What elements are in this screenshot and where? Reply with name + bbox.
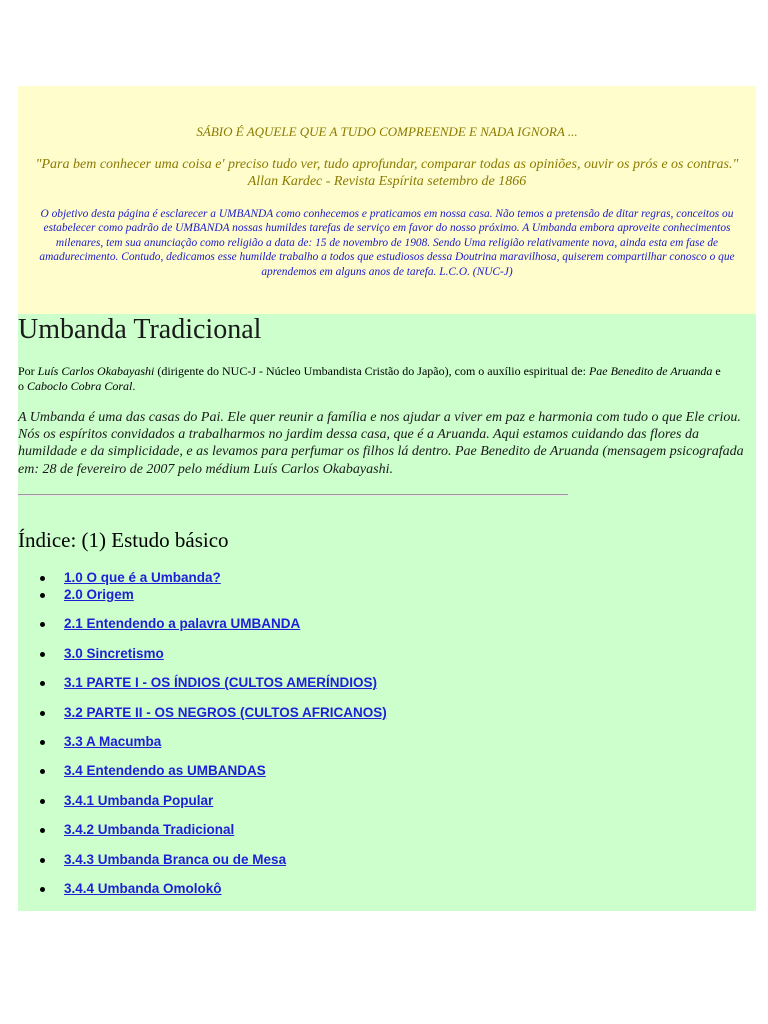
kardec-quote: "Para bem conhecer uma coisa e' preciso tudo ver, tudo aprofundar, comparar todas as opiniões, ouvir os prós e os contras." Allan Kardec - Revista Espírita setembro de 1866 [35,157,739,189]
bullet-icon [40,828,45,833]
list-item [18,646,718,664]
byline-guide-benedito: Pae Benedito de Aruanda [588,364,713,378]
bullet-icon [40,711,45,716]
horizontal-rule [18,494,568,496]
bullet-icon [40,769,45,774]
main-content [18,314,756,911]
bullet-icon [40,681,45,686]
index-link[interactable]: 2.1 Entendendo a palavra UMBANDA [64,616,301,631]
byline-end: . [132,378,136,393]
bullet-icon [40,858,45,863]
index-link[interactable]: 3.4.3 Umbanda Branca ou de Mesa [64,852,287,867]
bullet-icon [40,576,45,581]
index-link[interactable]: 3.1 PARTE I - OS ÍNDIOS (CULTOS AMERÍNDIOS) [64,675,378,690]
page-objective: O objetivo desta página é esclarecer a UMBANDA como conhecemos e praticamos em nossa casa. Não temos a pretensão de ditar regras, conceitos ou estabelecer como padrão de UMBANDA nossas humildes tarefas de serviço em favor do nosso próximo. A Umbanda embora aproveite conhecimentos milenares, tem sua anunciação como religião a data de: 15 de novembro de 1908. Sendo Uma religião relativamente nova, ainda esta em fase de amadurecimento. Contudo, dedicamos esse humilde trabalho a todos que estudiosos dessa Doutrina maravilhosa, quiserem compartilhar conosco o que aprendemos em alguns anos de tarefa. L.C.O. (NUC-J) [39,208,735,278]
byline [18,364,723,393]
bullet-icon [40,593,45,598]
list-item [18,763,718,781]
bullet-icon [40,887,45,892]
index-link[interactable]: 3.2 PARTE II - OS NEGROS (CULTOS AFRICANOS) [64,705,387,720]
page-title: Umbanda Tradicional [18,314,262,345]
intro-box [18,86,756,314]
list-item [18,587,718,605]
list-item [18,705,718,723]
index-link[interactable]: 2.0 Origem [64,587,134,602]
list-item [18,616,718,634]
list-item [18,570,718,588]
list-item [18,881,718,899]
list-item [18,734,718,752]
psychographed-message: A Umbanda é uma das casas do Pai. Ele quer reunir a família e nos ajudar a viver em paz e harmonia com tudo o que Ele criou. Nós os espíritos convidados a trabalharmos no jardim dessa casa, que é a Aruanda. Aqui estamos cuidando das flores da humildade e da simplicidade, e as levamos para perfumar os filhos lá dentro. Pae Benedito de Aruanda (mensagem psicografada em: 28 de fevereiro de 2007 pelo médium Luís Carlos Okabayashi. [18,410,744,477]
index-link[interactable]: 1.0 O que é a Umbanda? [64,570,221,585]
index-link[interactable]: 3.0 Sincretismo [64,646,164,661]
list-item [18,793,718,811]
byline-conjunction: e o [18,364,721,393]
index-link[interactable]: 3.4.4 Umbanda Omolokô [64,881,222,896]
index-link[interactable]: 3.4.2 Umbanda Tradicional [64,822,235,837]
index-heading: Índice: (1) Estudo básico [18,528,229,552]
byline-prefix: Por [18,364,35,378]
index-link[interactable]: 3.4 Entendendo as UMBANDAS [64,763,266,778]
wisdom-quote: SÁBIO É AQUELE QUE A TUDO COMPREENDE E NADA IGNORA ... [196,124,578,139]
bullet-icon [40,799,45,804]
byline-author: Luís Carlos Okabayashi [37,364,155,378]
byline-guide-caboclo: Caboclo Cobra Coral [27,378,133,393]
list-item [18,852,718,870]
list-item [18,822,718,840]
bullet-icon [40,740,45,745]
index-link[interactable]: 3.4.1 Umbanda Popular [64,793,214,808]
bullet-icon [40,652,45,657]
list-item [18,675,718,693]
index-link[interactable]: 3.3 A Macumba [64,734,162,749]
bullet-icon [40,622,45,627]
byline-middle: (dirigente do NUC-J - Núcleo Umbandista Cristão do Japão), com o auxílio espiritual de: [157,364,586,378]
